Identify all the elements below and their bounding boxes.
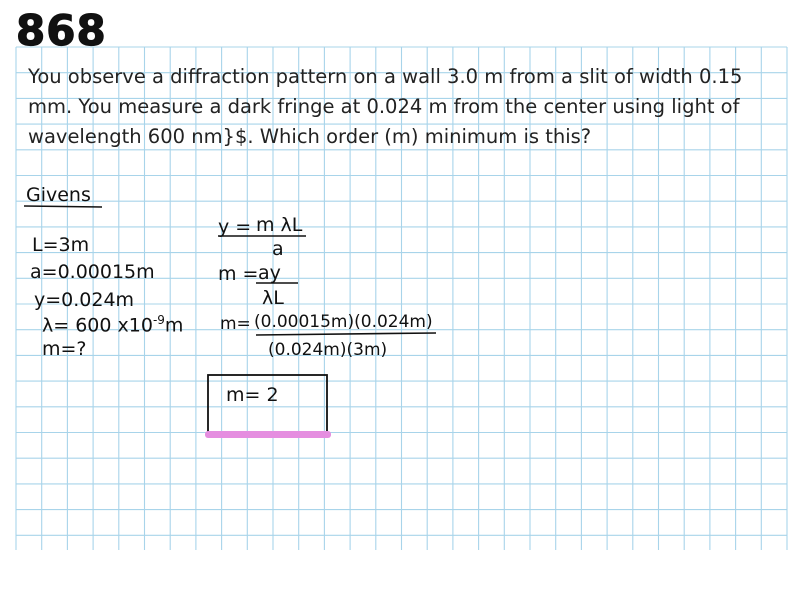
eq1-denominator: a bbox=[272, 238, 284, 260]
problem-statement: You observe a diffraction pattern on a wall 3.0 m from a slit of width 0.15 mm. You measure a dark fringe at 0.024 m from the center using light of wavelength 600 nm}$. Which order (m) minimum is this? bbox=[28, 65, 743, 148]
given-wavelength-value: λ= 600 x10 bbox=[42, 314, 153, 337]
answer-text: m= 2 bbox=[226, 384, 279, 406]
givens-heading: Givens bbox=[26, 184, 91, 206]
eq2-lhs: m = bbox=[218, 263, 259, 285]
eq3-numerator: (0.00015m)(0.024m) bbox=[254, 312, 433, 332]
given-wavelength bbox=[42, 313, 183, 336]
given-fringe-distance: y=0.024m bbox=[34, 289, 135, 311]
given-wavelength-exponent: -9 bbox=[152, 313, 165, 327]
eq1-lhs: y = bbox=[218, 216, 252, 238]
given-unknown-order: m=? bbox=[42, 338, 87, 360]
given-slit-width: a=0.00015m bbox=[30, 261, 155, 283]
eq3-lhs: m= bbox=[220, 314, 251, 334]
given-length: L=3m bbox=[32, 234, 90, 256]
eq2-numerator: ay bbox=[258, 262, 281, 284]
problem-number: 868 bbox=[16, 6, 107, 55]
given-wavelength-unit: m bbox=[164, 314, 184, 337]
eq3-fraction-bar bbox=[256, 333, 436, 335]
givens-underline bbox=[24, 206, 102, 207]
eq3-denominator: (0.024m)(3m) bbox=[268, 340, 388, 360]
answer-highlight bbox=[205, 431, 331, 438]
eq1-numerator: m λL bbox=[256, 214, 303, 236]
eq2-denominator: λL bbox=[262, 287, 284, 309]
